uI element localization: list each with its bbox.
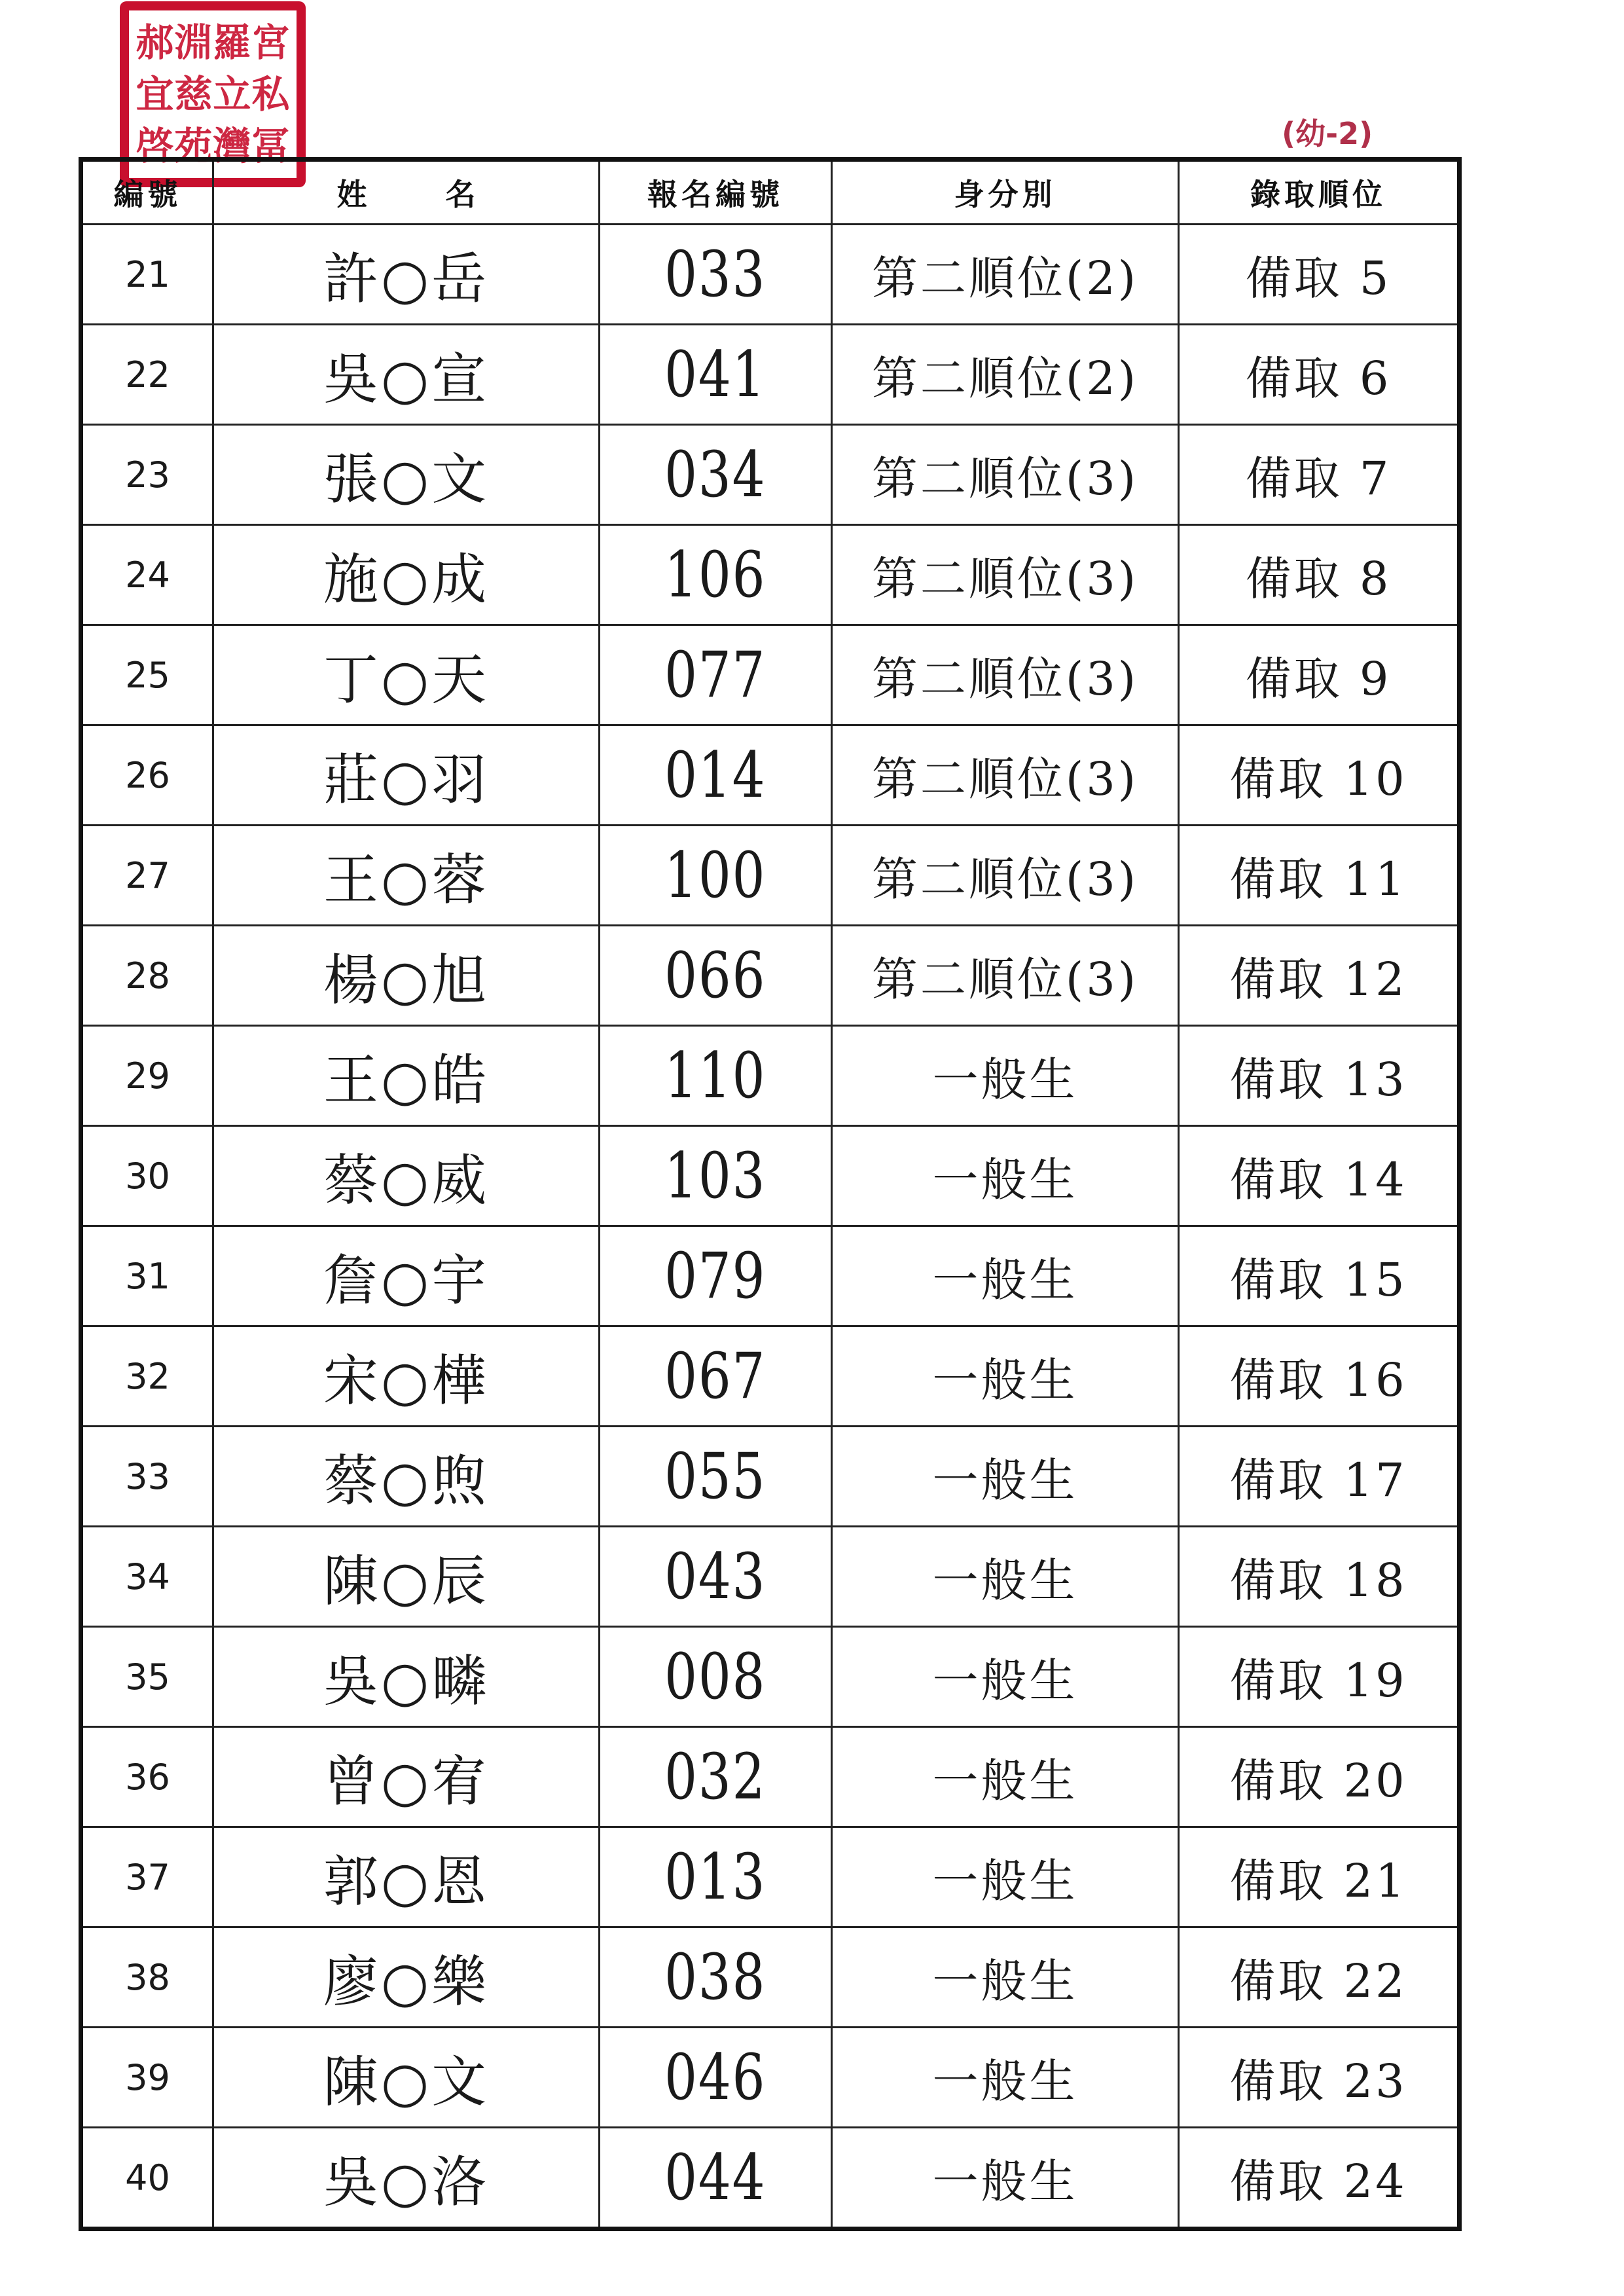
cell-name [213, 1927, 600, 2028]
cell-name [213, 2128, 600, 2229]
cell-status-text: 第二順位(2) [871, 251, 1139, 305]
table-row [81, 525, 1460, 625]
cell-reg-no-text: 032 [664, 1740, 767, 1813]
seal-char: 苑 [174, 123, 213, 168]
cell-reg-no [600, 625, 832, 725]
cell-name-text: 許○岳 [323, 246, 490, 311]
cell-no [81, 425, 213, 525]
cell-status-text: 第二順位(3) [871, 952, 1139, 1006]
cell-status [832, 725, 1179, 826]
cell-no-text: 33 [125, 1455, 170, 1497]
cell-name-text: 郭○恩 [323, 1849, 490, 1914]
cell-status-text: 一般生 [932, 1353, 1078, 1407]
sheet-label: (幼-2) [1282, 116, 1373, 151]
table-row [81, 625, 1460, 725]
cell-reg-no [600, 1727, 832, 1827]
cell-status [832, 1427, 1179, 1527]
cell-status-text: 第二順位(3) [871, 651, 1139, 706]
cell-name-text: 楊○旭 [323, 947, 490, 1012]
cell-name-text: 丁○天 [323, 647, 490, 712]
seal-char: 冨 [251, 123, 290, 168]
cell-rank [1179, 1527, 1460, 1627]
header-status: 身分別 [832, 160, 1179, 225]
table-row [81, 1427, 1460, 1527]
cell-reg-no-text: 106 [664, 538, 767, 611]
seal-char: 私 [251, 71, 290, 117]
cell-status [832, 525, 1179, 625]
cell-name [213, 425, 600, 525]
cell-name-text: 陳○辰 [323, 1548, 490, 1613]
table-header [81, 160, 1460, 225]
cell-reg-no-text: 014 [664, 738, 767, 812]
cell-reg-no [600, 525, 832, 625]
cell-no-text: 25 [125, 654, 170, 696]
cell-reg-no-text: 100 [664, 839, 767, 912]
cell-status [832, 1126, 1179, 1226]
cell-no-text: 39 [125, 2056, 170, 2098]
cell-status [832, 826, 1179, 926]
table-row [81, 1026, 1460, 1126]
table-row [81, 1927, 1460, 2028]
cell-reg-no [600, 1126, 832, 1226]
cell-no [81, 2028, 213, 2128]
cell-status [832, 325, 1179, 425]
cell-name [213, 225, 600, 325]
cell-reg-no [600, 926, 832, 1026]
cell-no-text: 36 [125, 1756, 170, 1798]
cell-rank-text: 備取 24 [1229, 2154, 1407, 2208]
cell-status-text: 一般生 [932, 1954, 1078, 2008]
cell-reg-no [600, 1827, 832, 1927]
cell-name-text: 王○蓉 [323, 847, 490, 912]
cell-name [213, 1527, 600, 1627]
cell-reg-no-text: 110 [664, 1039, 767, 1112]
cell-no-text: 29 [125, 1055, 170, 1097]
cell-reg-no [600, 1326, 832, 1427]
cell-no [81, 1427, 213, 1527]
cell-reg-no-text: 033 [664, 238, 767, 311]
cell-name [213, 1326, 600, 1427]
cell-name [213, 1427, 600, 1527]
table-row [81, 1326, 1460, 1427]
cell-status [832, 1927, 1179, 2028]
header-rank: 錄取順位 [1179, 160, 1460, 225]
cell-rank [1179, 1226, 1460, 1326]
cell-no-text: 23 [125, 454, 170, 496]
cell-rank [1179, 2028, 1460, 2128]
cell-status [832, 625, 1179, 725]
cell-status [832, 2028, 1179, 2128]
table-row [81, 1126, 1460, 1226]
seal-char: 立 [213, 71, 251, 117]
cell-no [81, 1827, 213, 1927]
cell-rank [1179, 1827, 1460, 1927]
cell-name [213, 2028, 600, 2128]
table-row [81, 2028, 1460, 2128]
cell-no [81, 625, 213, 725]
cell-rank-text: 備取 14 [1229, 1152, 1407, 1207]
cell-name [213, 1226, 600, 1326]
cell-rank [1179, 1627, 1460, 1727]
cell-name-text: 施○成 [323, 547, 490, 611]
cell-rank [1179, 1427, 1460, 1527]
table-row [81, 425, 1460, 525]
cell-status [832, 225, 1179, 325]
cell-reg-no [600, 425, 832, 525]
cell-no [81, 1627, 213, 1727]
cell-no [81, 1326, 213, 1427]
cell-no [81, 525, 213, 625]
cell-status-text: 第二順位(3) [871, 752, 1139, 806]
cell-status-text: 一般生 [932, 2054, 1078, 2108]
cell-status-text: 第二順位(3) [871, 451, 1139, 505]
cell-no [81, 325, 213, 425]
cell-name-text: 吳○洛 [323, 2149, 490, 2214]
cell-name [213, 525, 600, 625]
cell-name [213, 1727, 600, 1827]
cell-no [81, 826, 213, 926]
cell-no-text: 26 [125, 754, 170, 796]
cell-status-text: 一般生 [932, 1052, 1078, 1106]
cell-name-text: 吳○疄 [323, 1649, 490, 1713]
cell-no-text: 24 [125, 554, 170, 596]
cell-rank [1179, 926, 1460, 1026]
seal-char: 灣 [213, 123, 251, 168]
cell-rank-text: 備取 6 [1245, 351, 1392, 405]
seal-char: 慈 [174, 71, 213, 117]
cell-reg-no [600, 725, 832, 826]
cell-name [213, 1627, 600, 1727]
cell-no-text: 38 [125, 1956, 170, 1998]
table-row [81, 325, 1460, 425]
cell-rank-text: 備取 8 [1245, 551, 1392, 606]
cell-rank-text: 備取 22 [1229, 1954, 1407, 2008]
cell-name-text: 張○文 [323, 446, 490, 511]
cell-status-text: 一般生 [932, 2154, 1078, 2208]
cell-rank [1179, 225, 1460, 325]
cell-rank-text: 備取 5 [1245, 251, 1392, 305]
cell-no-text: 30 [125, 1155, 170, 1197]
seal-char: 宜 [135, 71, 174, 117]
cell-rank [1179, 725, 1460, 826]
cell-status-text: 第二順位(3) [871, 551, 1139, 606]
cell-name [213, 826, 600, 926]
cell-rank [1179, 1927, 1460, 2028]
cell-name-text: 吳○宣 [323, 346, 490, 411]
cell-rank-text: 備取 20 [1229, 1753, 1407, 1808]
cell-rank [1179, 1727, 1460, 1827]
seal-char: 羅 [213, 20, 251, 65]
cell-name [213, 625, 600, 725]
cell-rank-text: 備取 15 [1229, 1252, 1407, 1307]
cell-status-text: 一般生 [932, 1252, 1078, 1307]
cell-rank-text: 備取 12 [1229, 952, 1407, 1006]
cell-no [81, 2128, 213, 2229]
table-row [81, 2128, 1460, 2229]
cell-reg-no-text: 008 [664, 1640, 767, 1713]
header-name: 姓名 [213, 160, 600, 225]
cell-reg-no-text: 038 [664, 1941, 767, 2014]
cell-rank [1179, 826, 1460, 926]
cell-no-text: 35 [125, 1656, 170, 1698]
cell-rank-text: 備取 11 [1229, 852, 1407, 906]
cell-rank-text: 備取 17 [1229, 1453, 1407, 1507]
table-row [81, 1527, 1460, 1627]
table-row [81, 1226, 1460, 1326]
table-row [81, 1827, 1460, 1927]
cell-rank-text: 備取 18 [1229, 1553, 1407, 1607]
cell-rank-text: 備取 9 [1245, 651, 1392, 706]
header-no: 編號 [81, 160, 213, 225]
cell-reg-no-text: 041 [664, 338, 767, 411]
cell-no [81, 1527, 213, 1627]
header-reg-no: 報名編號 [600, 160, 832, 225]
table-row [81, 1627, 1460, 1727]
cell-rank-text: 備取 19 [1229, 1653, 1407, 1707]
cell-status-text: 第二順位(3) [871, 852, 1139, 906]
cell-status [832, 1326, 1179, 1427]
cell-rank-text: 備取 7 [1245, 451, 1392, 505]
cell-no-text: 22 [125, 354, 170, 395]
cell-rank-text: 備取 21 [1229, 1853, 1407, 1908]
cell-name-text: 莊○羽 [323, 747, 490, 812]
cell-reg-no [600, 1026, 832, 1126]
cell-status [832, 425, 1179, 525]
cell-reg-no [600, 325, 832, 425]
cell-reg-no-text: 046 [664, 2041, 767, 2114]
header-row [81, 160, 1460, 225]
cell-status-text: 一般生 [932, 1152, 1078, 1207]
cell-no-text: 37 [125, 1856, 170, 1898]
cell-name-text: 蔡○煦 [323, 1448, 490, 1513]
cell-name-text: 詹○宇 [323, 1248, 490, 1313]
cell-reg-no-text: 067 [664, 1339, 767, 1413]
cell-name [213, 1827, 600, 1927]
cell-reg-no [600, 1627, 832, 1727]
cell-rank-text: 備取 23 [1229, 2054, 1407, 2108]
cell-rank [1179, 2128, 1460, 2229]
cell-status [832, 1527, 1179, 1627]
cell-name [213, 725, 600, 826]
seal-char: 郝 [135, 20, 174, 65]
cell-status [832, 926, 1179, 1026]
cell-no-text: 21 [125, 253, 170, 295]
cell-reg-no-text: 055 [664, 1440, 767, 1513]
cell-no [81, 926, 213, 1026]
cell-reg-no-text: 034 [664, 438, 767, 511]
cell-name [213, 1026, 600, 1126]
cell-status [832, 2128, 1179, 2229]
cell-status-text: 一般生 [932, 1753, 1078, 1808]
cell-rank [1179, 625, 1460, 725]
cell-status [832, 1226, 1179, 1326]
seal-char: 啓 [135, 123, 174, 168]
cell-no [81, 1026, 213, 1126]
cell-name-text: 王○皓 [323, 1048, 490, 1112]
cell-rank [1179, 525, 1460, 625]
cell-no-text: 28 [125, 955, 170, 996]
cell-reg-no [600, 826, 832, 926]
cell-name [213, 926, 600, 1026]
cell-reg-no [600, 1427, 832, 1527]
cell-reg-no-text: 103 [664, 1139, 767, 1212]
cell-no-text: 27 [125, 854, 170, 896]
cell-status-text: 一般生 [932, 1553, 1078, 1607]
cell-status [832, 1827, 1179, 1927]
cell-no [81, 1927, 213, 2028]
cell-no [81, 225, 213, 325]
admission-roster-table [79, 157, 1462, 2231]
cell-reg-no-text: 044 [664, 2141, 767, 2214]
cell-reg-no [600, 2028, 832, 2128]
cell-name-text: 廖○樂 [323, 1949, 490, 2014]
cell-rank [1179, 1126, 1460, 1226]
cell-reg-no [600, 1927, 832, 2028]
cell-name-text: 宋○樺 [323, 1348, 490, 1413]
cell-status-text: 一般生 [932, 1653, 1078, 1707]
cell-no-text: 31 [125, 1255, 170, 1297]
cell-reg-no-text: 066 [664, 939, 767, 1012]
cell-status-text: 一般生 [932, 1853, 1078, 1908]
cell-reg-no [600, 1527, 832, 1627]
cell-status [832, 1727, 1179, 1827]
seal-char: 淵 [174, 20, 213, 65]
cell-no-text: 40 [125, 2157, 170, 2198]
table-row [81, 725, 1460, 826]
cell-rank-text: 備取 16 [1229, 1353, 1407, 1407]
cell-reg-no [600, 225, 832, 325]
cell-reg-no-text: 079 [664, 1239, 767, 1313]
table-row [81, 225, 1460, 325]
cell-status [832, 1627, 1179, 1727]
table-row [81, 926, 1460, 1026]
cell-status [832, 1026, 1179, 1126]
cell-status-text: 一般生 [932, 1453, 1078, 1507]
cell-reg-no-text: 013 [664, 1840, 767, 1914]
cell-reg-no-text: 077 [664, 638, 767, 712]
cell-name-text: 蔡○威 [323, 1148, 490, 1212]
table-body [81, 225, 1460, 2229]
table-row [81, 826, 1460, 926]
cell-name-text: 陳○文 [323, 2049, 490, 2114]
cell-rank [1179, 1026, 1460, 1126]
cell-name [213, 1126, 600, 1226]
cell-reg-no [600, 1226, 832, 1326]
cell-status-text: 第二順位(2) [871, 351, 1139, 405]
cell-no-text: 32 [125, 1355, 170, 1397]
seal-char: 宮 [251, 20, 290, 65]
cell-rank [1179, 1326, 1460, 1427]
cell-rank-text: 備取 10 [1229, 752, 1407, 806]
cell-reg-no [600, 2128, 832, 2229]
cell-name [213, 325, 600, 425]
cell-reg-no-text: 043 [664, 1540, 767, 1613]
cell-no-text: 34 [125, 1556, 170, 1597]
cell-no [81, 725, 213, 826]
cell-rank [1179, 425, 1460, 525]
cell-no [81, 1126, 213, 1226]
cell-rank [1179, 325, 1460, 425]
cell-rank-text: 備取 13 [1229, 1052, 1407, 1106]
cell-name-text: 曾○宥 [323, 1749, 490, 1813]
cell-no [81, 1226, 213, 1326]
cell-no [81, 1727, 213, 1827]
table-row [81, 1727, 1460, 1827]
